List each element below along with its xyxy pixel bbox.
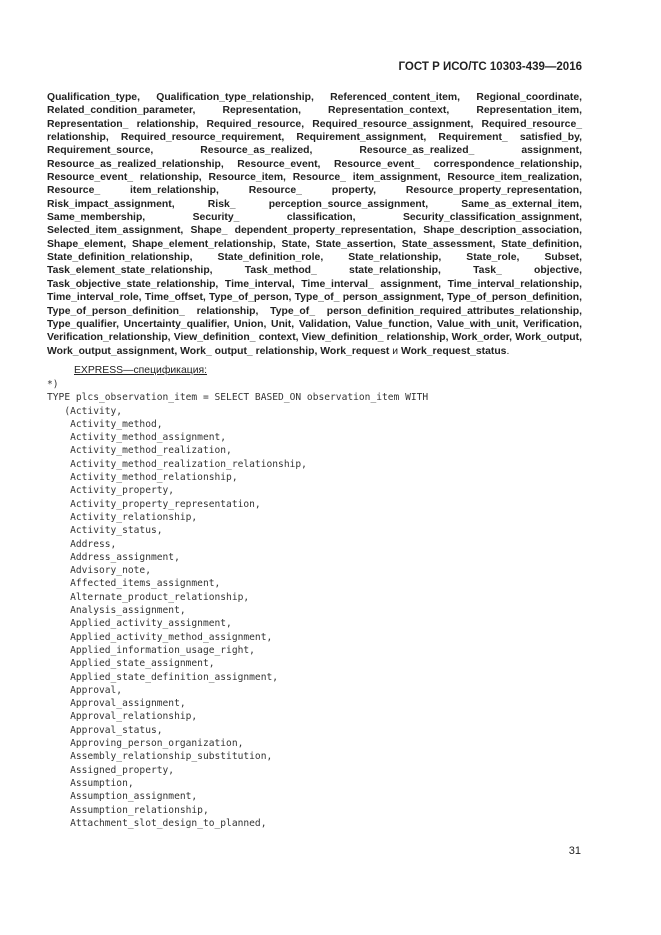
code-line: Activity_property, [47,485,175,497]
code-line: Advisory_note, [47,565,151,577]
code-line: Activity_method_realization, [47,445,232,457]
code-line: Applied_activity_assignment, [47,618,232,630]
code-line: Assigned_property, [47,764,175,776]
code-line: Approval_status, [47,724,163,736]
code-line: Address_assignment, [47,551,180,563]
code-line: Assumption, [47,777,134,789]
code-line: Activity_property_representation, [47,498,261,510]
code-line: *) [47,379,59,390]
code-line: Activity_status, [47,525,163,537]
code-line: Assumption_relationship, [47,804,209,816]
code-line: Activity_method_assignment, [47,432,227,444]
code-line: Approving_person_organization, [47,738,244,750]
code-line: Approval, [47,684,123,696]
code-line: Approval_assignment, [47,698,186,710]
code-line: Alternate_product_relationship, [47,591,250,603]
code-line: Affected_items_assignment, [47,578,221,590]
code-line: Activity_method_realization_relationship, [47,458,307,470]
code-line: Activity_method, [47,418,163,430]
code-line: TYPE plcs_observation_item = SELECT BASED_ON observation_item WITH [47,392,429,404]
document-header: ГОСТ Р ИСО/ТС 10303-439—2016 [398,61,582,73]
code-line: Applied_information_usage_right, [47,644,255,656]
express-code-block [47,378,428,830]
code-line: Applied_state_assignment, [47,658,215,670]
code-line: Activity_relationship, [47,511,198,523]
code-line: Address, [47,538,117,550]
code-line: Activity_method_relationship, [47,472,238,484]
entity-list-text: Qualification_type, Qualification_type_relationship, Referenced_content_item, Regional_coordinate, Related_condition_parameter, Representation, Representation_context, Representation_item, Representation_ relationship, Required_resource, Required_resource_assignment, Required_resource_ relationship, Required_resource_requirement, Requirement_assignment, Requirement_ satisfied_by, Requirement_source, Resource_as_realized, Resource_as_realized_ assignment, Resource_as_realized_relationship, Resource_event, Resource_event_ correspondence_relationship, Resource_event_ relationship, Resource_item, Resource_ item_assignment, Resource_item_realization, Resource_ item_relationship, Resource_ property, Resource_property_representation, Risk_impact_assignment, Risk_ perception_source_assignment, Same_as_external_item, Same_membership, Security_ classification, Security_classification_assignment, Selected_item_assignment, Shape_ dependent_property_representation, Shape_description_association, Shape_element, Shape_element_relationship, State, State_assertion, State_assessment, State_definition, State_definition_relationship, State_definition_role, State_relationship, State_role, Subset, Task_element_state_relationship, Task_method_ state_relationship, Task_ objective, Task_objective_state_relationship, Time_interval, Time_interval_ assignment, Time_interval_relationship, Time_interval_role, Time_offset, Type_of_person, Type_of_ person_assignment, Type_of_person_definition, Type_of_person_definition_ relationship, Type_of_ person_definition_required_attributes_relationship, Type_qualifier, Uncertainty_qualifier, Union, Unit, Validation, Value_function, Value_with_unit, Verification, Verification_relationship, View_definition_ context, View_definition_ relationship, Work_order, Work_output, Work_output_assignment, Work_ output_ relationship, Work_request [47,92,582,357]
code-line: Applied_state_definition_assignment, [47,671,279,683]
express-spec-label: EXPRESS—спецификация: [74,365,208,376]
page-number: 31 [568,845,581,857]
code-line: Assembly_relationship_substitution, [47,751,273,763]
code-line: Attachment_slot_design_to_planned, [47,817,267,829]
code-line: Applied_activity_method_assignment, [47,631,273,643]
code-line: (Activity, [47,405,123,417]
conjunction: и [392,345,399,357]
entity-list-paragraph [47,91,582,358]
entity-list-tail: Work_request_status [400,345,507,357]
code-line: Assumption_assignment, [47,791,198,803]
code-line: Analysis_assignment, [47,605,186,617]
end-punctuation: . [506,345,510,357]
code-line: Approval_relationship, [47,711,198,723]
